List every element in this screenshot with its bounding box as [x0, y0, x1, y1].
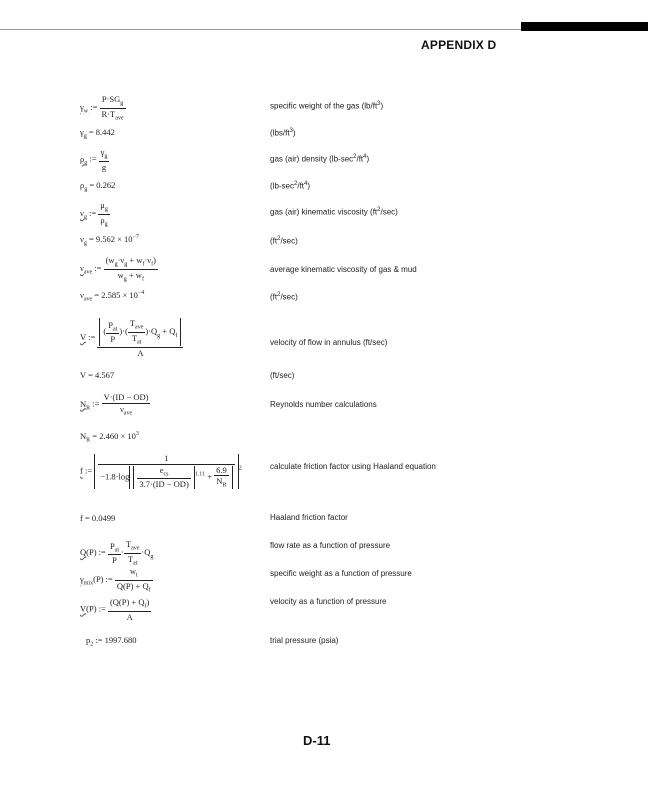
- desc-kinematic-viscosity: gas (air) kinematic viscosity $(ft^2/\sec)$: [270, 207, 398, 217]
- eq-specific-weight-func: $\gamma_{mix}(P)$ := $\frac{w_t}{Q(P) + Q_f}$: [80, 566, 151, 594]
- eq-nu-ave-value: $\nu_{ave} = 2.585 \times 10^{-4}$: [80, 289, 145, 303]
- eq-rho-g-value: $\rho_g = 0.262$: [80, 180, 116, 193]
- eq-reynolds-def: $N_R$ := $\frac{V\cdot(ID - OD)}{\nu_{ave}}$: [80, 392, 149, 417]
- page-number: D-11: [303, 733, 331, 748]
- eq-kinematic-viscosity-def: $\nu_g$ := $\frac{\mu_g}{\rho_g}$: [80, 200, 108, 228]
- desc-ft2-sec-1: $(ft^2/\sec)$: [270, 236, 298, 246]
- desc-specific-weight-func: specific weight as a function of pressure: [270, 569, 412, 578]
- appendix-title: APPENDIX D: [421, 38, 497, 52]
- desc-lbs-ft3: $(lbs/ft^3)$: [270, 128, 296, 138]
- eq-gamma-g-value: $\gamma_g = 8.442$: [80, 127, 115, 140]
- desc-velocity-annulus: velocity of flow in annulus (ft/sec): [270, 338, 388, 347]
- header-bar: [521, 22, 648, 31]
- eq-specific-weight-def: $\gamma_w$ := $\frac{P\cdot SG_g}{R\cdot T_{ave}}$: [80, 94, 124, 122]
- eq-velocity-func: V(P) := $\frac{(Q(P) + Q_f)}{A}$: [80, 597, 150, 622]
- desc-average-viscosity: average kinematic viscosity of gas & mud: [270, 265, 417, 274]
- desc-gas-density: gas (air) density $(lb-\sec^2/ft^4)$: [270, 154, 370, 164]
- eq-density-def: $\rho_g$ := $\frac{\gamma_g}{g}$: [80, 147, 108, 172]
- eq-friction-value: f = 0.0499: [80, 513, 116, 523]
- desc-flow-rate: flow rate as a function of pressure: [270, 541, 391, 550]
- eq-velocity-value: V = 4.567: [80, 370, 115, 380]
- desc-reynolds: Reynolds number calculations: [270, 400, 377, 409]
- eq-reynolds-value: $N_R = 2.460 \times 10^3$: [80, 430, 139, 444]
- desc-haaland-calc: calculate friction factor using Haaland equation: [270, 462, 436, 471]
- desc-ft2-sec-2: $(ft^2/\sec)$: [270, 292, 298, 302]
- eq-average-viscosity-def: $\nu_{ave}$ := $\frac{(w_g\cdot\nu_g + w_f\cdot\nu_f)}{w_g + w_f}$: [80, 255, 156, 283]
- desc-haaland-factor: Haaland friction factor: [270, 513, 348, 522]
- desc-velocity-func: velocity as a function of pressure: [270, 597, 387, 606]
- eq-nu-g-value: $\nu_g = 9.562 \times 10^{-7}$: [80, 233, 139, 247]
- eq-flow-rate-def: Q(P) := $\frac{P_{at}}{P}$ · $\frac{T_{ave}}{T_{at}}$ $\cdot Q_g$: [80, 539, 154, 567]
- eq-velocity-def: V := ( $\frac{P_{at}}{P}$ )·( $\frac{T_{ave}}{T_{at}}$ )$\cdot Q_g + Q_f$ A: [80, 318, 183, 358]
- eq-trial-pressure: $p_2$ := 1997.680: [86, 635, 137, 648]
- desc-specific-weight: specific weight of the gas $(lb/ft^3)$: [270, 101, 384, 111]
- eq-friction-def: f := 1 −1.8·log $\frac{e_{cs}}{3.7\cdot(ID - OD)}$ $^{1.11}$ + $\frac{6.9}{N_R}$ $^2$: [80, 453, 242, 490]
- desc-density-units: $(lb-\sec^2/ft^4)$: [270, 181, 311, 191]
- desc-trial-pressure: trial pressure (psia): [270, 636, 339, 645]
- desc-ft-sec: (ft/sec): [270, 371, 295, 380]
